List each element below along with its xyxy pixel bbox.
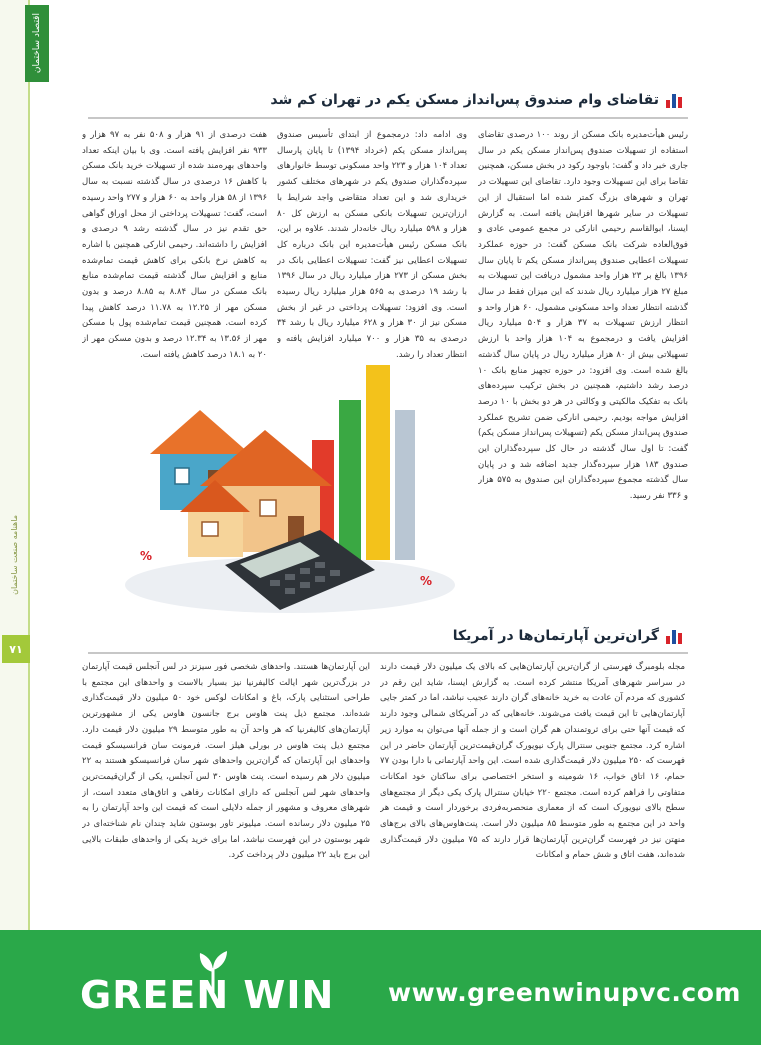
housing-illustration — [120, 330, 460, 620]
bar-chart-icon — [665, 628, 683, 644]
article1-column-right — [478, 128, 688, 598]
article1-rule — [88, 117, 688, 119]
article1-text-left: هفت درصدی از ۹۱ هزار و ۵۰۸ نفر به ۹۷ هزار و ۹۳۳ نفر افزایش یافته است. وی با بیان اینکه تعداد واحدهای بهره‌مند شده از تسهیلات خرید بانک مسکن با کاهش ۱۶ درصدی در سال گذشته نسبت به سال ۱۳۹۶ از ۵۸ هزار واحد به ۶۰ هزار و ۲۷۷ واحد رسیده است، گفت: تسهیلات پرداختی از محل اوراق گواهی حق تقدم نیز در سال گذشته رشد ۹ درصدی و افزایش را داشته‌اند. رحیمی انارکی همچنین با اشاره به کاهش نرخ بانکی برای کاهش قیمت تمام‌شده منابع و افزایش سال گذشته قیمت تمام‌شده منابع بانک مسکن در سال ۸.۸۴ به ۸.۸۵ درصد و بدون مسکن مهر از ۱۲.۲۵ به ۱۱.۷۸ درصد کاهش پیدا کرده است. همچنین قیمت تمام‌شده پول با مسکن مهر از ۱۳.۵۶ به ۱۲.۳۴ درصد و بدون مسکن مهر از ۲۰ به ۱۸.۱ درصد کاهش یافته است. — [82, 130, 267, 360]
page-number: ۷۱ — [2, 635, 30, 663]
svg-text:%: % — [420, 574, 433, 588]
article1-text-right: رئیس هیأت‌مدیره بانک مسکن از روند ۱۰۰ درصدی تقاضای استفاده از تسهیلات صندوق پس‌انداز مسکن یکم در سال جاری خبر داد و گفت: باوجود رکود در بخش مسکن، همچنین تقاضا برای این تسهیلات وجود دارد. تقاضای این تسهیلات در تهران و شهرهای بزرگ کمتر شده اما استقبال از این تسهیلات در سایر شهرها افزایش یافته است. به گزارش ایسنا، ابوالقاسم رحیمی انارکی در مجمع عمومی عادی و فوق‌العاده شرکت بانک مسکن گفت: در حوزه عملکرد تسهیلات اعطایی صندوق پس‌انداز مسکن یکم تا پایان سال ۱۳۹۶ بالغ بر ۲۳ هزار واحد مشمول دریافت این تسهیلات به مبلغ ۲۷ هزار میلیارد ریال شدند که این میزان فقط در سال گذشته انتظار تعداد واحد مسکونی مشمول، ۶۰ هزار واحد و انتظار ارزش تسهیلات به ۳۷ هزار و ۵۰۴ میلیارد ریال افزایش یافت و درمجموع به ۱۰۴ هزار واحد با ارزش تسهیلاتی بیش از ۸۰ هزار میلیارد ریال در پایان سال گذشته بالغ شده است. وی افزود: در حوزه تجهیز منابع بانک ۱۰ درصد رشد داشتیم، همچنین در بخش ترکیب سپرده‌های بانک به تفکیک مالکیتی و وکالتی در هر دو بخش با ۱۰ درصد افزایش مواجه بودیم. رحیمی انارکی ضمن تشریح عملکرد صندوق پس‌انداز مسکن یکم (تسهیلات پس‌انداز مسکن یکم) گفت: تا اول سال گذشته در حال کل سپرده‌گذاران این صندوق ۱۸۳ هزار سپرده‌گذار جدید اضافه شد و در پایان سال گذشته مجموع سپرده‌گذاران این صندوق به ۵۷۵ هزار و ۳۳۶ نفر رسید. — [478, 130, 688, 502]
side-divider — [28, 0, 30, 930]
sprout-icon — [196, 950, 230, 994]
section-tag-label: اقتصاد ساختمان — [32, 13, 42, 74]
bar-chart-icon — [665, 92, 683, 108]
svg-text:%: % — [140, 549, 153, 563]
article1-text-middle: وی ادامه داد: درمجموع از ابتدای تأسیس صندوق پس‌انداز مسکن یکم (خرداد ۱۳۹۴) تا پایان پارسال تعداد ۱۰۴ هزار و ۲۲۳ واحد مسکونی توسط خانوارهای سپرده‌گذاران صندوق یکم در شهرهای مختلف کشور خریداری شد و این تعداد متقاضی واجد شرایط با ارزان‌ترین تسهیلات بانکی مسکن به ارزش کل ۸۰ هزار و ۵۹۸ میلیارد ریال خانه‌دار شدند. علاوه بر این، بانک مسکن رئیس هیأت‌مدیره این بانک درباره کل تسهیلات اعطایی نیز گفت: تسهیلات اعطایی بانک در بخش مسکن از ۲۷۳ هزار میلیارد ریال در سال ۱۳۹۶ با رشد ۱۹ درصدی به ۵۶۵ هزار میلیارد ریال رسیده است. وی افزود: تسهیلات پرداختی در غیر از بخش مسکن نیز از ۳۰ هزار و ۶۲۸ میلیارد ریال با رشد ۳۴ درصدی به ۳۵ هزار و ۷۰۰ میلیارد افزایش یافته و انتظار تعداد را رشد. — [277, 130, 467, 360]
article2-text-right: مجله بلومبرگ فهرستی از گران‌ترین آپارتمان‌هایی که بالای یک میلیون دلار قیمت دارند در سراسر شهرهای آمریکا منتشر کرده است. به گزارش ایسنا، شاید این رقم در کشوری که مردم آن عادت به خرید خانه‌های گران دارند عجیب نباشد، اما در کمتر جایی آپارتمان‌هایی تا این قیمت یافت می‌شوند. خانه‌هایی که در آمریکای شمالی وجود دارند که قیمت آنها حتی برای ثروتمندان هم گران است و از جمله آنها می‌توان به موارد زیر اشاره کرد. مجتمع جنوبی سنترال پارک نیویورک گران‌قیمت‌ترین آپارتمان حاضر در این فهرست که ۲۵۰ میلیون دلار قیمت‌گذاری شده است. این واحد آپارتمانی با دارا بودن ۷۷ حمام، ۱۶ اتاق خواب، ۱۶ شومینه و استخر اختصاصی برای ساکنان خود امکانات متفاوتی را فراهم کرده است. مجتمع ۲۲۰ خیابان سنترال پارک یکی دیگر از مجتمع‌های سطح بالای نیویورک است که از معماری منحصربه‌فردی برخوردار است و قیمت هر واحد در این مجتمع به طور متوسط ۸۵ میلیون دلار است. پنت‌هاوس‌های بالای برج‌های منهتن نیز در فهرست گران‌ترین آپارتمان‌ها قرار دارند که ۷۵ میلیون دلار قیمت‌گذاری شده‌اند، هفت اتاق و شش حمام و امکانات — [380, 662, 685, 861]
article1-heading — [270, 92, 683, 108]
website-url[interactable]: www.greenwinupvc.com — [388, 978, 741, 1007]
article2-rule — [88, 652, 688, 654]
article2-column-left — [82, 660, 370, 920]
brand-logo[interactable] — [80, 970, 334, 1020]
journal-info — [6, 455, 22, 655]
brand-name: GREEN WIN — [80, 973, 335, 1017]
article2-text-left: این آپارتمان‌ها هستند. واحدهای شخصی فور سیزنز در لس آنجلس قیمت آپارتمان در بزرگ‌ترین شهر ایالت کالیفرنیا نیز بسیار بالاست و واحدهای این مجتمع با طراحی استثنایی پارک، باغ و امکانات لوکس خود ۵۰ میلیون دلار قیمت‌گذاری شده‌اند. مجتمع ذیل پنت هاوس برج جانسون هاوس یکی از مشهورترین آپارتمان‌های کالیفرنیا که هر واحد آن به طور متوسط ۲۹ میلیون دلار قیمت دارد. مجتمع ذیل پنت هاوس در بورلی هیلز است. فرمونت سان فرانسیسکو قیمت واحدهای این آپارتمان که گران‌ترین واحدهای شهر سان فرانسیسکو هستند به ۲۲ میلیون دلار هم رسیده است. پنت هاوس ۳۰ لس آنجلس، یکی از گران‌قیمت‌ترین واحدهای شهر لس آنجلس که دارای امکانات رفاهی و اتاق‌های متعدد است، از شهرهای معروف و مشهور از جمله دلایلی است که قیمت این واحد آپارتمان را به ۲۵ میلیون دلار رسانده است. میلیونر تاور بوستون شاید چندان نام شناخته‌ای در شهر بوستون در این فهرست نباشد، اما برای خرید یکی از واحدهای طبقات بالایی این برج باید ۲۲ میلیون دلار پرداخت کرد. — [82, 662, 370, 861]
journal-info-label: ماهنامه صنعت ساختمان — [9, 515, 19, 595]
article2-column-right — [380, 660, 685, 920]
article2-heading — [453, 628, 683, 644]
article2-title: گران‌ترین آپارتمان‌ها در آمریکا — [452, 628, 659, 644]
article1-title: تقاضای وام صندوق پس‌انداز مسکن یکم در تهران کم شد — [270, 92, 659, 108]
section-tag — [25, 5, 49, 82]
